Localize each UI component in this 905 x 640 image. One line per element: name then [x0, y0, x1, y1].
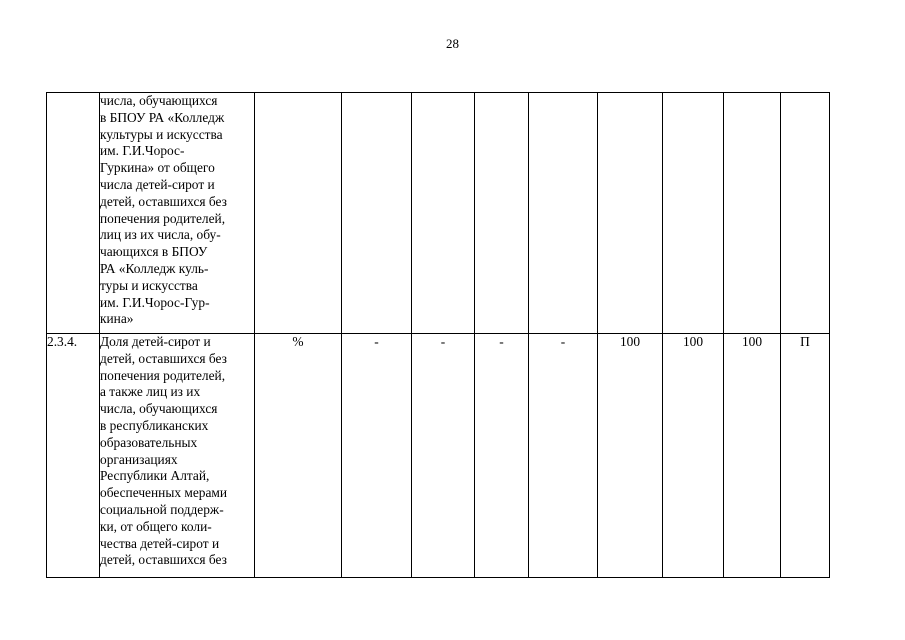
value-cell: - [412, 334, 475, 578]
value-cell: - [529, 334, 598, 578]
page-number: 28 [446, 36, 459, 51]
unit-cell [255, 93, 342, 334]
indicator-description-cell: числа, обучающихся в БПОУ РА «Колледж культуры и искусства им. Г.И.Чорос- Гуркина» от общего числа детей-сирот и детей, оставшихся без попечения родителей, лиц из их числа, обу- чающихся в БПОУ РА «Колледж куль- туры и искусства им. Г.И.Чорос-Гур- кина» [100, 93, 255, 334]
value-cell: - [342, 334, 412, 578]
value-cell: 100 [663, 334, 724, 578]
value-cell: 100 [598, 334, 663, 578]
value-cell [412, 93, 475, 334]
value-cell: П [781, 334, 830, 578]
table-row [47, 93, 830, 334]
value-cell [598, 93, 663, 334]
value-cell [342, 93, 412, 334]
value-cell [475, 93, 529, 334]
indicators-table [46, 92, 830, 578]
table-row [47, 334, 830, 578]
unit-cell: % [255, 334, 342, 578]
value-cell [663, 93, 724, 334]
value-cell [781, 93, 830, 334]
value-cell [529, 93, 598, 334]
indicator-description-cell: Доля детей-сирот и детей, оставшихся без попечения родителей, а также лиц из их числа, обучающихся в республиканских образовательных организациях Республики Алтай, обеспеченных мерами социальной поддерж- ки, от общего коли- чества детей-сирот и детей, оставшихся без [100, 334, 255, 578]
row-number-cell: 2.3.4. [47, 334, 100, 578]
value-cell: - [475, 334, 529, 578]
value-cell: 100 [724, 334, 781, 578]
row-number-cell [47, 93, 100, 334]
value-cell [724, 93, 781, 334]
